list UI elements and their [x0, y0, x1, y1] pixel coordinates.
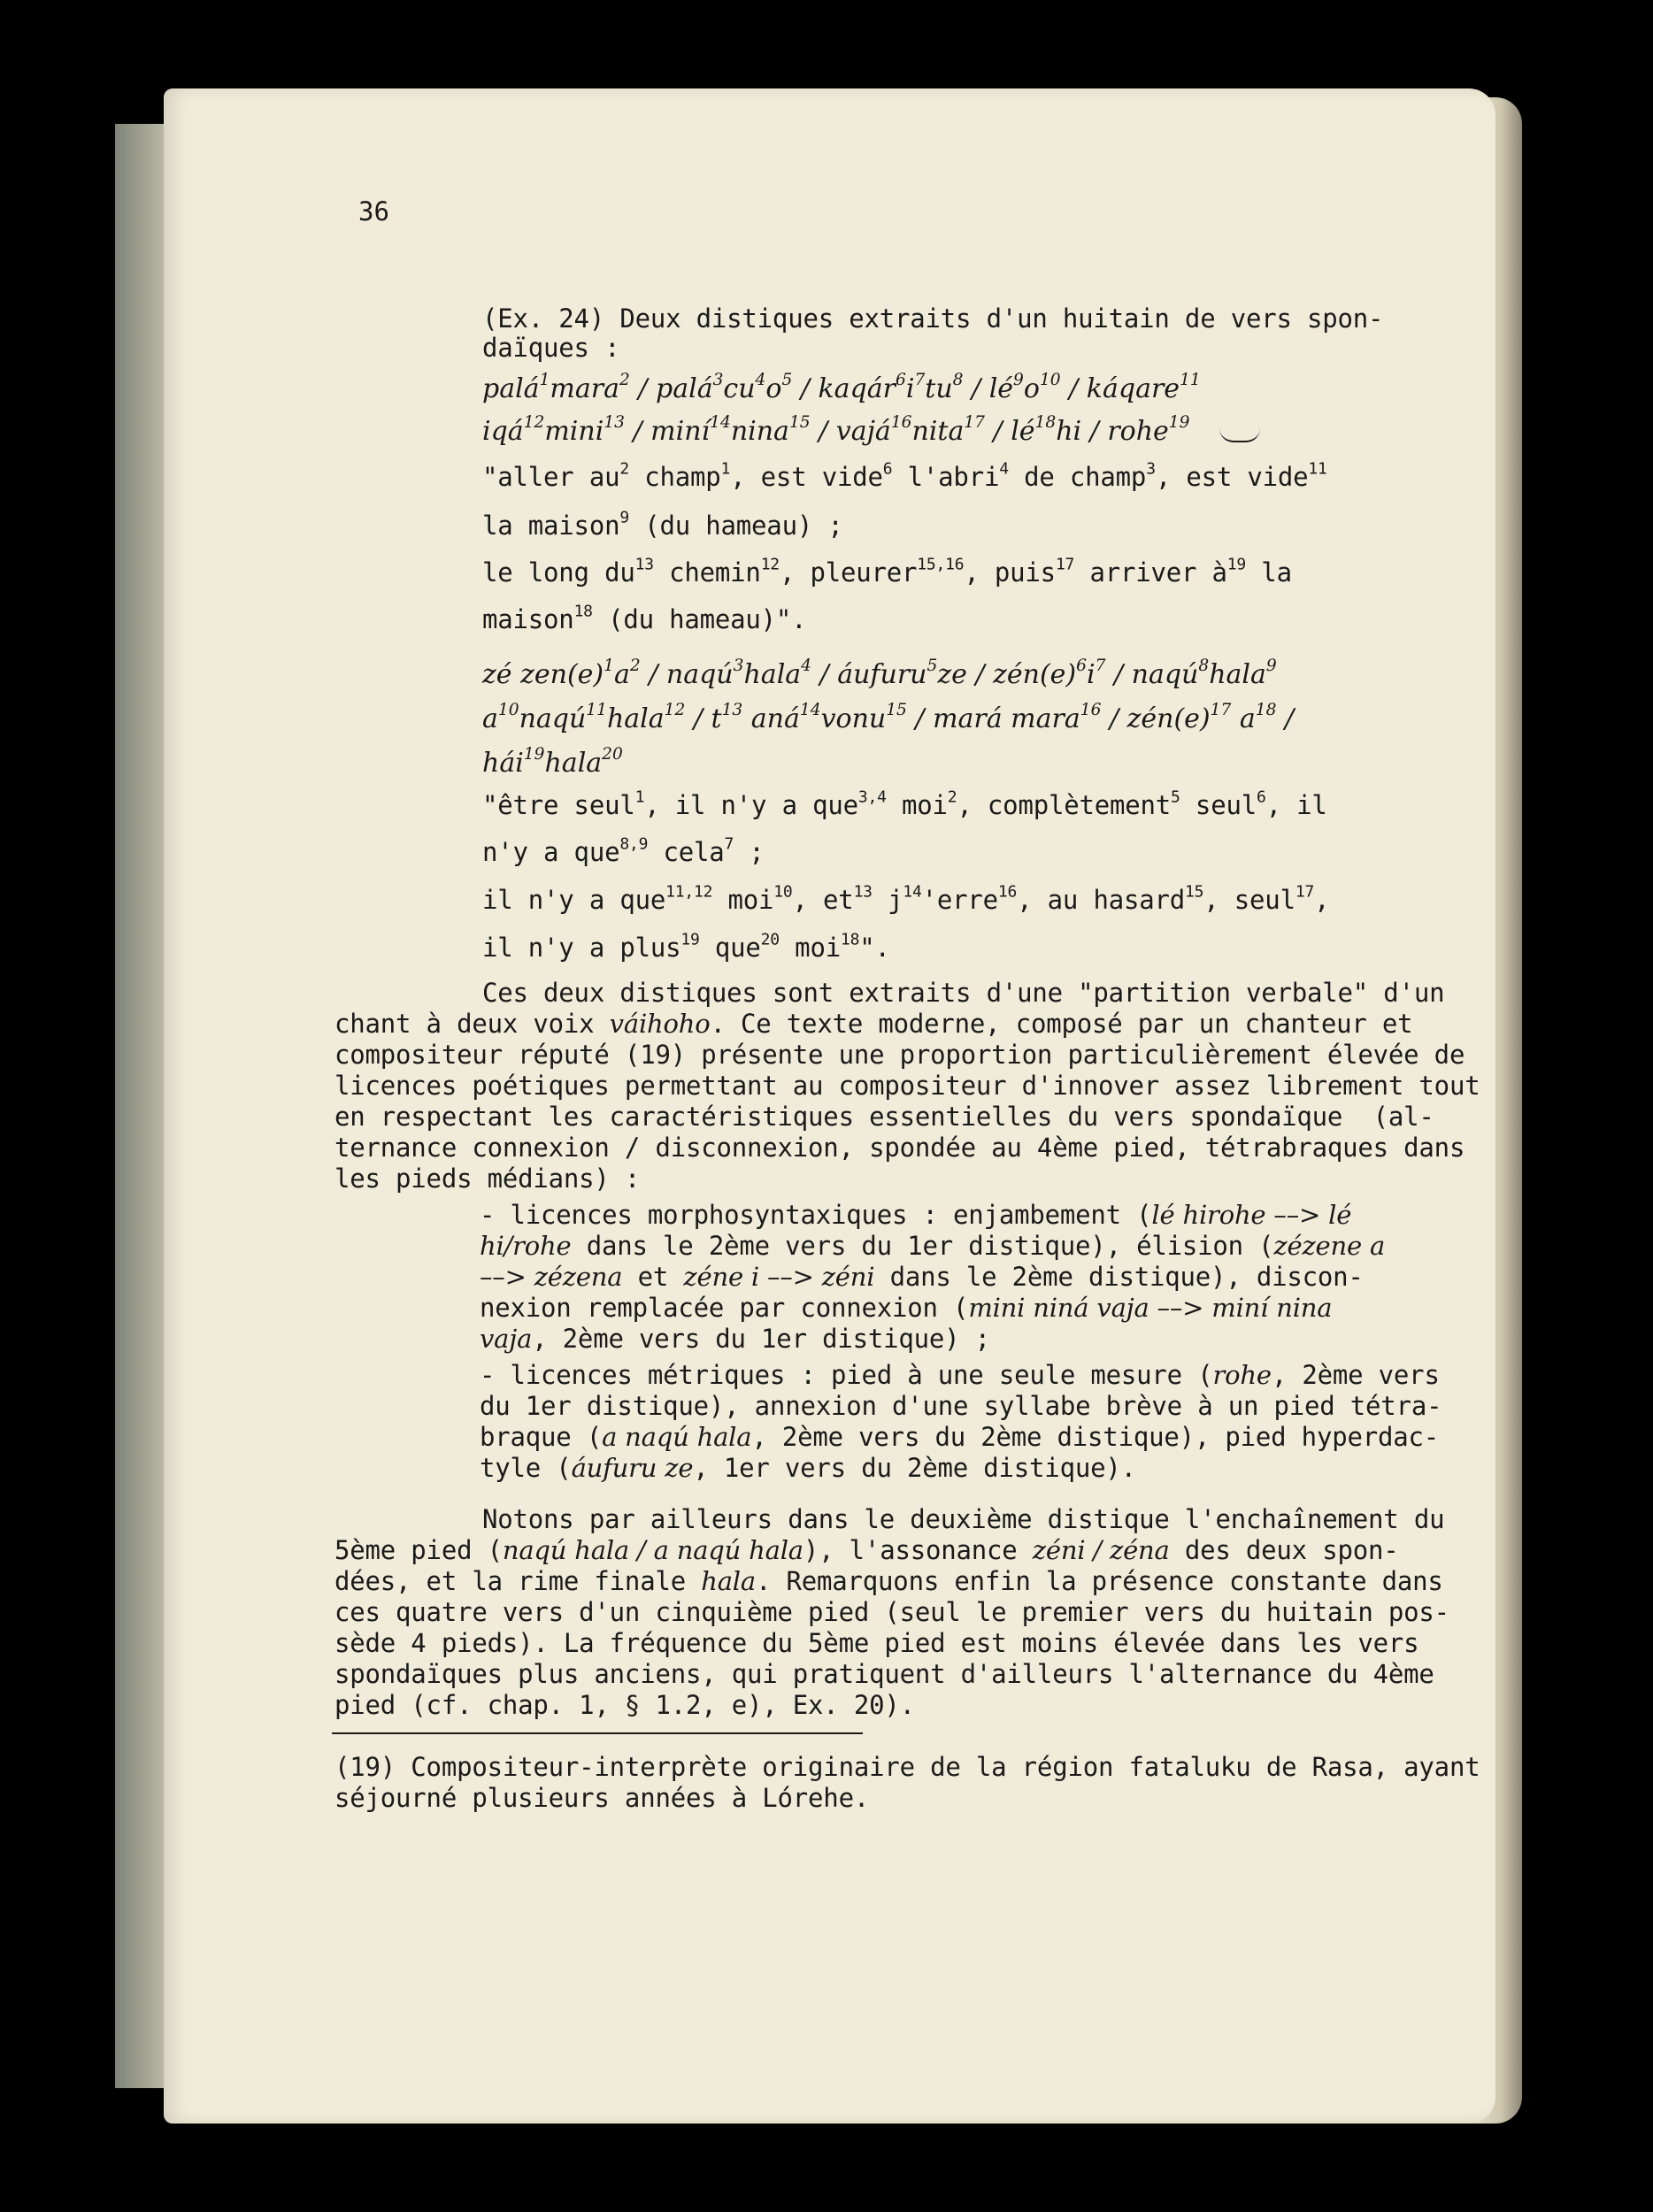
- verse-line: [482, 373, 1201, 404]
- index-number: 20: [602, 745, 623, 764]
- example-intro-line: (Ex. 24) Deux distiques extraits d'un huitain de vers spon-: [482, 303, 1384, 334]
- index-number: 14: [799, 701, 821, 720]
- index-number: 9: [1013, 371, 1024, 390]
- text-segment: , est vide: [1155, 462, 1309, 492]
- bullet-line: du 1er distique), annexion d'une syllabe brève à un pied tétra-: [480, 1391, 1442, 1421]
- text-segment: chant à deux voix: [334, 1009, 610, 1039]
- index-number: 8,9: [619, 834, 649, 854]
- index-number: 13: [721, 701, 743, 720]
- index-number: 17: [1295, 882, 1315, 902]
- text-segment: - licences morphosyntaxiques : enjambement (: [480, 1200, 1152, 1230]
- bullet-line: [480, 1360, 1440, 1390]
- text-segment: des deux spon-: [1169, 1535, 1399, 1565]
- translation-line: [482, 557, 1292, 588]
- index-number: 4: [999, 459, 1009, 479]
- index-number: 3: [1146, 459, 1156, 479]
- index-number: 7: [724, 834, 734, 854]
- body-line: spondaïques plus anciens, qui pratiquent d'ailleurs l'alternance du 4ème: [334, 1659, 1434, 1689]
- index-number: 10: [497, 701, 519, 720]
- bullet-line: [480, 1200, 1351, 1230]
- verse-word: hi / rohe: [1056, 416, 1169, 447]
- text-segment: vaja: [480, 1324, 533, 1354]
- text-segment: , seul: [1203, 885, 1295, 915]
- text-segment: ze / zén(e): [937, 659, 1077, 690]
- index-number: 6: [895, 371, 906, 390]
- text-segment: j: [872, 885, 903, 915]
- text-segment: moi: [779, 933, 841, 963]
- verse-word: o: [1023, 373, 1040, 404]
- verse-word: i: [905, 373, 915, 404]
- index-number: 9: [1265, 657, 1277, 676]
- index-number: 18: [1255, 701, 1277, 720]
- index-number: 19: [680, 930, 700, 949]
- index-number: 11: [586, 701, 607, 720]
- index-number: 19: [523, 745, 545, 764]
- text-segment: chemin: [653, 557, 761, 588]
- text-segment: il n'y a plus: [482, 933, 681, 963]
- text-segment: , 2ème vers du 1er distique) ;: [532, 1324, 990, 1354]
- index-number: 10: [773, 882, 793, 902]
- index-number: 12: [760, 555, 780, 574]
- text-segment: rohe: [1212, 1360, 1272, 1390]
- text-segment: / naqú: [640, 659, 734, 690]
- index-number: 18: [1034, 413, 1057, 433]
- text-segment: hala: [701, 1566, 756, 1596]
- verse-line: [482, 703, 1294, 734]
- body-line: [334, 1535, 1399, 1565]
- body-line: [334, 1566, 1443, 1596]
- text-segment: váihoho: [609, 1009, 711, 1039]
- text-segment: , pleurer: [779, 557, 918, 588]
- text-segment: le long du: [482, 557, 635, 588]
- index-number: 2: [629, 657, 641, 676]
- text-segment: il n'y a que: [482, 885, 666, 915]
- verse-line: [482, 745, 623, 779]
- verse-word: nina: [730, 416, 789, 447]
- text-segment: hala: [743, 659, 802, 690]
- text-segment: hala: [606, 703, 665, 734]
- index-number: 15: [788, 413, 811, 433]
- index-number: 1: [604, 657, 614, 676]
- index-number: 15: [886, 701, 907, 720]
- page-number: 36: [358, 196, 389, 227]
- index-number: 16: [890, 413, 912, 433]
- text-segment: áufuru ze: [571, 1453, 694, 1483]
- text-segment: vonu: [820, 703, 887, 734]
- index-number: 7: [1095, 657, 1106, 676]
- text-segment: 'erre: [921, 885, 998, 915]
- translation-line: [482, 930, 890, 963]
- text-segment: hala: [1209, 659, 1266, 690]
- verse-word: o: [765, 373, 782, 404]
- text-segment: / naqú: [1105, 659, 1199, 690]
- text-segment: hi/rohe: [480, 1231, 572, 1261]
- index-number: 1: [539, 371, 550, 390]
- text-segment: . Remarquons enfin la présence constante dans: [755, 1566, 1443, 1596]
- text-segment: , il: [1265, 790, 1327, 820]
- verse-line: [482, 659, 1277, 690]
- translation-line: [482, 508, 843, 541]
- text-segment: dans le 2ème distique), discon-: [874, 1262, 1364, 1292]
- index-number: 8: [952, 371, 964, 390]
- index-number: 12: [664, 701, 686, 720]
- index-number: 6: [1076, 657, 1087, 676]
- verse-word: mini: [544, 416, 604, 447]
- text-segment: /: [1276, 703, 1295, 734]
- index-number: 4: [801, 657, 812, 676]
- text-segment: . Ce texte moderne, composé par un chanteur et: [710, 1009, 1413, 1039]
- verse-word: / lé: [963, 373, 1014, 404]
- body-line: Notons par ailleurs dans le deuxième distique l'enchaînement du: [482, 1504, 1445, 1534]
- index-number: 1: [634, 787, 645, 807]
- index-number: 5: [926, 657, 938, 676]
- example-intro-line: daïques :: [482, 333, 620, 363]
- text-segment: zé zen(e): [482, 659, 604, 690]
- text-segment: - licences métriques : pied à une seule mesure (: [480, 1360, 1213, 1390]
- text-segment: champ: [628, 462, 721, 492]
- index-number: 13: [634, 555, 654, 574]
- text-segment: la maison: [482, 511, 620, 541]
- translation-line: [482, 834, 765, 867]
- bullet-line: [480, 1453, 1136, 1483]
- text-segment: dans le 2ème vers du 1er distique), élision (: [571, 1231, 1274, 1261]
- index-number: 15: [1185, 882, 1204, 902]
- text-segment: i: [1086, 659, 1096, 690]
- index-number: 11,12: [665, 882, 713, 902]
- index-number: 2: [619, 459, 629, 479]
- verse-word: nita: [911, 416, 965, 447]
- verse-word: / kaqár: [792, 373, 896, 404]
- index-number: 8: [1198, 657, 1210, 676]
- verse-line: [482, 413, 1190, 447]
- text-segment: mini niná vaja ––> miní nina: [968, 1293, 1333, 1323]
- verse-word: mara: [550, 373, 619, 404]
- translation-line: [482, 882, 1330, 915]
- body-line: sède 4 pieds). La fréquence du 5ème pied est moins élevée dans les vers: [334, 1628, 1419, 1658]
- text-segment: , il n'y a que: [644, 790, 858, 820]
- index-number: 6: [1256, 787, 1266, 807]
- translation-line: [482, 787, 1327, 820]
- verse-word: iqá: [482, 416, 524, 447]
- body-line: pied (cf. chap. 1, § 1.2, e), Ex. 20).: [334, 1690, 915, 1720]
- index-number: 17: [1210, 701, 1232, 720]
- text-segment: de champ: [1008, 462, 1147, 492]
- index-number: 6: [882, 459, 893, 479]
- verse-word: palá: [482, 373, 540, 404]
- index-number: 19: [1226, 555, 1247, 574]
- verse-word: / palá: [629, 373, 713, 404]
- translation-line: [482, 604, 806, 634]
- text-segment: zézene a: [1273, 1231, 1386, 1261]
- verse-word: / lé: [985, 416, 1035, 447]
- body-line: licences poétiques permettant au compositeur d'innover assez librement tout: [334, 1071, 1480, 1101]
- text-segment: a: [482, 703, 498, 734]
- text-segment: braque (: [480, 1422, 603, 1452]
- text-segment: naqú: [519, 703, 587, 734]
- index-number: 11: [1308, 459, 1327, 479]
- body-line: ces quatre vers d'un cinquième pied (seul le premier vers du huitain pos-: [334, 1597, 1449, 1627]
- text-segment: a: [1231, 703, 1256, 734]
- verse-word: tu: [925, 373, 953, 404]
- bullet-line: [480, 1262, 1364, 1292]
- translation-line: [482, 459, 1327, 492]
- index-number: 1: [720, 459, 731, 479]
- index-number: 2: [619, 371, 630, 390]
- bullet-line: [480, 1293, 1332, 1323]
- verse-word: / miní: [625, 416, 711, 447]
- footnote-line: séjourné plusieurs années à Lórehe.: [334, 1783, 870, 1813]
- text-segment: a: [613, 659, 630, 690]
- index-number: 4: [755, 371, 766, 390]
- index-number: 9: [619, 508, 629, 527]
- text-segment: , et: [792, 885, 854, 915]
- text-segment: , au hasard: [1017, 885, 1186, 915]
- index-number: 18: [573, 602, 593, 621]
- verse-word: / káqare: [1060, 373, 1180, 404]
- index-number: 16: [997, 882, 1018, 902]
- text-segment: aná: [742, 703, 800, 734]
- text-segment: maison: [482, 604, 574, 634]
- text-segment: arriver à: [1074, 557, 1227, 588]
- index-number: 17: [1055, 555, 1075, 574]
- index-number: 14: [903, 882, 922, 902]
- text-segment: , 1er vers du 2ème distique).: [693, 1453, 1136, 1483]
- verse-word: cu: [723, 373, 756, 404]
- text-segment: (du hameau)".: [592, 604, 807, 634]
- index-number: 10: [1039, 371, 1061, 390]
- text-segment: zéni / zéna: [1032, 1535, 1170, 1565]
- index-number: 3,4: [857, 787, 887, 807]
- text-segment: / áufuru: [811, 659, 927, 690]
- text-segment: / zén(e): [1101, 703, 1211, 734]
- body-line: en respectant les caractéristiques essentielles du vers spondaïque (al-: [334, 1102, 1434, 1132]
- text-segment: naqú hala / a naqú hala: [502, 1535, 803, 1565]
- text-segment: ;: [734, 837, 765, 867]
- index-number: 20: [760, 930, 780, 949]
- index-number: 3: [712, 371, 724, 390]
- text-segment: a naqú hala: [602, 1422, 752, 1452]
- index-number: 5: [1171, 787, 1180, 807]
- verse-word: / vajá: [810, 416, 891, 447]
- text-segment: , 2ème vers du 2ème distique), pied hyperdac-: [751, 1422, 1440, 1452]
- text-segment: n'y a que: [482, 837, 620, 867]
- index-number: 18: [840, 930, 860, 949]
- text-segment: moi: [712, 885, 774, 915]
- text-segment: ), l'assonance: [803, 1535, 1033, 1565]
- text-segment: ––> zézena: [480, 1262, 623, 1292]
- text-segment: hala: [544, 748, 603, 779]
- text-segment: 5ème pied (: [334, 1535, 503, 1565]
- text-segment: que: [699, 933, 761, 963]
- text-segment: moi: [886, 790, 948, 820]
- text-segment: cela: [648, 837, 725, 867]
- index-number: 3: [733, 657, 744, 676]
- body-line: Ces deux distiques sont extraits d'une "partition verbale" d'un: [482, 978, 1445, 1008]
- text-segment: l'abri: [892, 462, 1000, 492]
- index-number: 7: [914, 371, 926, 390]
- index-number: 13: [604, 413, 625, 433]
- text-segment: , est vide: [730, 462, 883, 492]
- text-segment: hái: [482, 748, 524, 779]
- bullet-line: [480, 1231, 1385, 1261]
- index-number: 11: [1180, 371, 1201, 390]
- index-number: 19: [1168, 413, 1190, 433]
- index-number: 17: [964, 413, 986, 433]
- index-number: 15,16: [917, 555, 965, 574]
- index-number: 5: [781, 371, 793, 390]
- index-number: 14: [710, 413, 731, 433]
- text-segment: "aller au: [482, 462, 620, 492]
- text-segment: zéne i ––> zéni: [683, 1262, 875, 1292]
- text-segment: nexion remplacée par connexion (: [480, 1293, 969, 1323]
- footnote-line: (19) Compositeur-interprète originaire de la région fataluku de Rasa, ayant: [334, 1752, 1480, 1782]
- body-line: ternance connexion / disconnexion, spondée au 4ème pied, tétrabraques dans: [334, 1133, 1465, 1163]
- index-number: 13: [853, 882, 873, 902]
- text-segment: / t: [685, 703, 722, 734]
- text-segment: (du hameau) ;: [628, 511, 843, 541]
- text-segment: , 2ème vers: [1271, 1360, 1440, 1390]
- text-segment: et: [622, 1262, 684, 1292]
- text-segment: , puis: [964, 557, 1056, 588]
- text-segment: ,: [1314, 885, 1330, 915]
- body-line: [334, 1009, 1412, 1039]
- body-line: les pieds médians) :: [334, 1164, 641, 1194]
- text-segment: la: [1246, 557, 1292, 588]
- text-segment: seul: [1180, 790, 1257, 820]
- index-number: 12: [523, 413, 545, 433]
- text-segment: "être seul: [482, 790, 635, 820]
- bullet-line: [480, 1324, 990, 1354]
- bullet-line: [480, 1422, 1439, 1452]
- index-number: 16: [1080, 701, 1102, 720]
- footnote-divider: [332, 1732, 863, 1734]
- text-segment: tyle (: [480, 1453, 572, 1483]
- text-segment: dées, et la rime finale: [334, 1566, 702, 1596]
- text-segment: lé hirohe ––> lé: [1151, 1200, 1352, 1230]
- body-line: compositeur réputé (19) présente une proportion particulièrement élevée de: [334, 1040, 1465, 1070]
- text-segment: , complètement: [957, 790, 1172, 820]
- text-segment: ".: [859, 933, 890, 963]
- index-number: 2: [947, 787, 957, 807]
- text-segment: / mará mara: [906, 703, 1080, 734]
